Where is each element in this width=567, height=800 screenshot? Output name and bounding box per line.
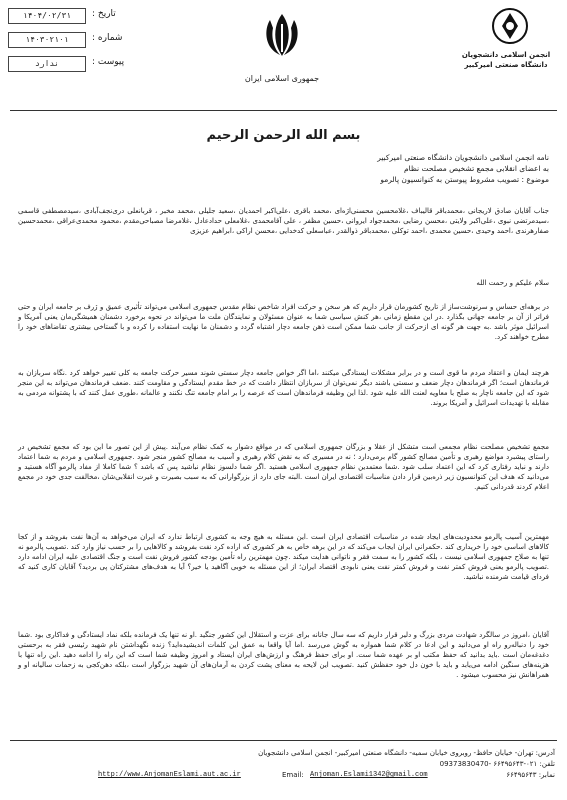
footer-phone: تلفن: ۰۲۱-۶۶۴۹۵۶۴۳ -09373830470	[439, 760, 555, 768]
number-value: ۱۴۰۳۰۲۱۰۱	[8, 32, 86, 48]
paragraph-3: مجمع تشخیص مصلحت نظام مجمعی است متشکل از عقلا و بزرگان جمهوری اسلامی که در مواقع دشوار به کمک نظام می‌آیند .پیش از این تصور ما این بود که مجمع تشخیص در راستای پیشبرد مواضع رهبری و تأمین مصالح کشور گام برمی‌دارد ؛ نه در مسیری که به نقض کلام رهبری و آسیب به مصالح کشور منجر شود .جمهوری اسلامی و مردم به شما اعتماد دارند و نباید رفتاری کرد که این اعتماد سلب شود .شما معتمدین نظام جمهوری اسلامی هستید .اگر شما دلسوز نظام نباشید پس که باشد ؟ شما کاملا از مفاد پالرمو آگاه هستید و می‌دانید که هدف این کنوانسیون زیر ذره‌بین قرار دادن مناسبات اقتصادی ایران است .البته جای دارد از بزرگوارانی که به سبب بصیرت و غیرت انقلابی‌شان ،مخالفت جدی خود در مجمع اعلام کردند قدردانی کنیم.	[18, 443, 549, 491]
iran-emblem-icon	[262, 10, 302, 60]
association-line-2: دانشگاه صنعتی امیرکبیر	[464, 61, 548, 69]
paragraph-4: مهمترین آسیب پالرمو محدودیت‌های ایجاد شده در مناسبات اقتصادی ایران است .این مسئله به هیچ وجه به کشوری ارتباط ندارد که ایران می‌خواهد به آن‌ها نفت بفروشد و از کجا کالاهای اساسی خود را خریداری کند .حکمرانی ایران ایجاب می‌کند که در این برهه خاص به هر کشوری که اراده کرد نفت بفروشد و کالاهایی را بر حسب نیاز وارد کند .تصویب پالرمو نه تنها به صلاح جمهوری اسلامی نیست ، بلکه کشور را به سمت فقر و ناتوانی هدایت میکند .چون مهمترین راه تأمین بودجه کشور فروش نفت است و جنگ اقتصادی علیه ایران ادامه دارد .تصویب پالرمو یعنی فروش کمتر نفت و فروش کمتر نفت یعنی نابودی اقتصاد ایران؛ از این مسئله به خوبی آگاهید یا خیر؟ آیا به هدف‌های مشترکتان پی بردید؟ آقایان کاری کنید که فردای قیامت شرمنده نباشید.	[18, 533, 549, 581]
basmala-heading: بسم الله الرحمن الرحیم	[206, 128, 361, 143]
subject-line: موضوع : تصویب مشروط پیوستن به کنوانسیون پالرمو	[380, 175, 549, 184]
footer-address	[35, 748, 555, 770]
addressing-line-2: به اعضای انقلابی مجمع تشخیص مصلحت نظام	[403, 164, 549, 173]
letter-addressing	[129, 152, 549, 185]
association-name	[452, 50, 560, 70]
addressing-line-1: نامه انجمن اسلامی دانشجویان دانشگاه صنعتی امیرکبیر	[377, 153, 549, 162]
attachment-label: پیوست :	[92, 57, 125, 67]
recipients-list: جناب آقایان صادق لاریجانی ،محمدباقر قالیباف ،غلامحسین محسنی‌اژه‌ای ،محمد باقری ،علی‌اکبر احمدیان ،سعید جلیلی ،محمد مخبر ، قربانعلی دری‌نجف‌آبادی ،سیدمصطفی قاسمی ،سیدمرتضی نبوی ،علی‌اکبر ولایتی ،محسن رضایی ،محمدجواد ایروانی ،حسین مظفر ، علی آقامحمدی ،غلامعلی حدادعادل ،غلامرضا مصباحی‌مقدم ،محمود محمدی‌عراقی ،محمدحسین صفارهرندی ،احمد وحیدی ،حسین محمدی ،احمد توکلی ،محمدباقر ذوالقدر ،عباسعلی کدخدایی ،محسن اراکی ،ابراهیم عزیزی	[18, 207, 549, 235]
attachment-row	[8, 56, 133, 74]
greeting: سلام علیکم و رحمت الله	[476, 279, 549, 287]
footer-email-label: Email:	[282, 771, 304, 779]
letter-footer	[10, 742, 557, 792]
emblem-caption: جمهوری اسلامی ایران	[244, 74, 320, 83]
date-row	[8, 8, 133, 26]
footer-fax: نمابر: ۶۶۴۹۵۶۴۳	[506, 771, 555, 779]
association-logo-icon	[490, 6, 530, 46]
footer-address-line: آدرس: تهران- خیابان حافظ- روبروی خیابان سمیه- دانشگاه صنعتی امیرکبیر- انجمن اسلامی دانشجویان	[258, 749, 555, 757]
date-label: تاریخ :	[92, 9, 116, 19]
header-divider	[10, 110, 557, 111]
association-line-1: انجمن اسلامی دانشجویان	[461, 51, 551, 59]
paragraph-2: هرچند ایمان و اعتقاد مردم ما قوی است و در برابر مشکلات ایستادگی میکنند ،اما اگر خواص جامعه دچار سستی شوند مسیر حرکت جامعه به کلی تغییر خواهد کرد .نگاه سربازان به فرماندهان است؛ اگر فرماندهان دچار ضعف و سستی باشند دیگر نمی‌توان از سربازان انتظار داشت که در خط مقدم ایستادگی و مقاومت کنند .ضعف فرماندهان می‌تواند به این منجر شود که این جامعه ناچار به صلح با معاویه لعنت الله علیه شود .لذا این وظیفه فرماندهان است که عرصه را بر امام جامعه تنگ نکنند و عالمانه ،طوری عمل کنند که با پشتوانه مردمی به مقابله با تهدیدات اسرائیل و آمریکا بروند.	[18, 369, 549, 407]
number-label: شماره :	[92, 33, 123, 43]
letter-meta-fields	[8, 8, 133, 80]
footer-email-link[interactable]: Anjoman.Eslami1342@gmail.com	[310, 771, 428, 779]
footer-divider	[10, 740, 557, 741]
date-value: ۱۴۰۴/۰۲/۳۱	[8, 8, 86, 24]
paragraph-5: آقایان ،امروز در سالگرد شهادت مردی بزرگ و دلیر قرار داریم که سه سال جانانه برای عزت و استقلال این کشور جنگید .او نه تنها یک فرمانده بلکه نماد ایستادگی و فداکاری بود .شما خود را دنباله‌رو راه او می‌دانید و این ادعا در کلام شما همواره به گوش می‌رسد .اما آیا واقعا به عمق این کلمات اندیشیده‌اید؟ زنده نگهداشتن نام شهید رئیسی فقر به برحستی دغدغه‌مان است .باید بدانید که حفظ مکتب او بر عهده شما ست. او برای حفظ فرهنگ و ارزش‌های ایران ایستاد و امروز وظیفه شما است که این راه را ادامه دهید .این راه تنها با هزینه‌های سنگین ادامه می‌یابد و باید با خون دل خود حفظش کنید .تصویب این لایحه به معنای پشت کردن به آرمان‌های آن شهید بزرگوار است ،بلکه دهن‌کجی به زحمات سالیانه او و همراهانش نیز محسوب میشود .	[18, 631, 549, 679]
number-row	[8, 32, 133, 50]
attachment-value: ندارد	[8, 56, 86, 72]
paragraph-1: در برهه‌ای حساس و سرنوشت‌ساز از تاریخ کشورمان قرار داریم که هر سخن و حرکت افراد شاخص نظام مقدس جمهوری اسلامی می‌تواند تأثیری عمیق و ژرف بر جامعه ایران و حتی فراتر از آن بر جامعه جهانی بگذارد .در این مقطع زمانی ،هر کنش سیاسی شما به عنوان مسئولان و نمایندگان ملت ما می‌تواند در نحوه برخورد دشمنان همیشگی‌مان یعنی آمریکا و اسرائیل موثر باشد .به جهت هر گونه ای ازحرکت از جانب شما ممکن است ذهن جامعه دچار اشتباه گردد و دشمنان ما نهایت استفاده را کرده و با گستاخی بیشتری تقاضاهای خود را مطرح خواهند کرد.	[18, 303, 549, 341]
footer-website-link[interactable]: http://www.AnjomanEslami.aut.ac.ir	[98, 771, 241, 779]
